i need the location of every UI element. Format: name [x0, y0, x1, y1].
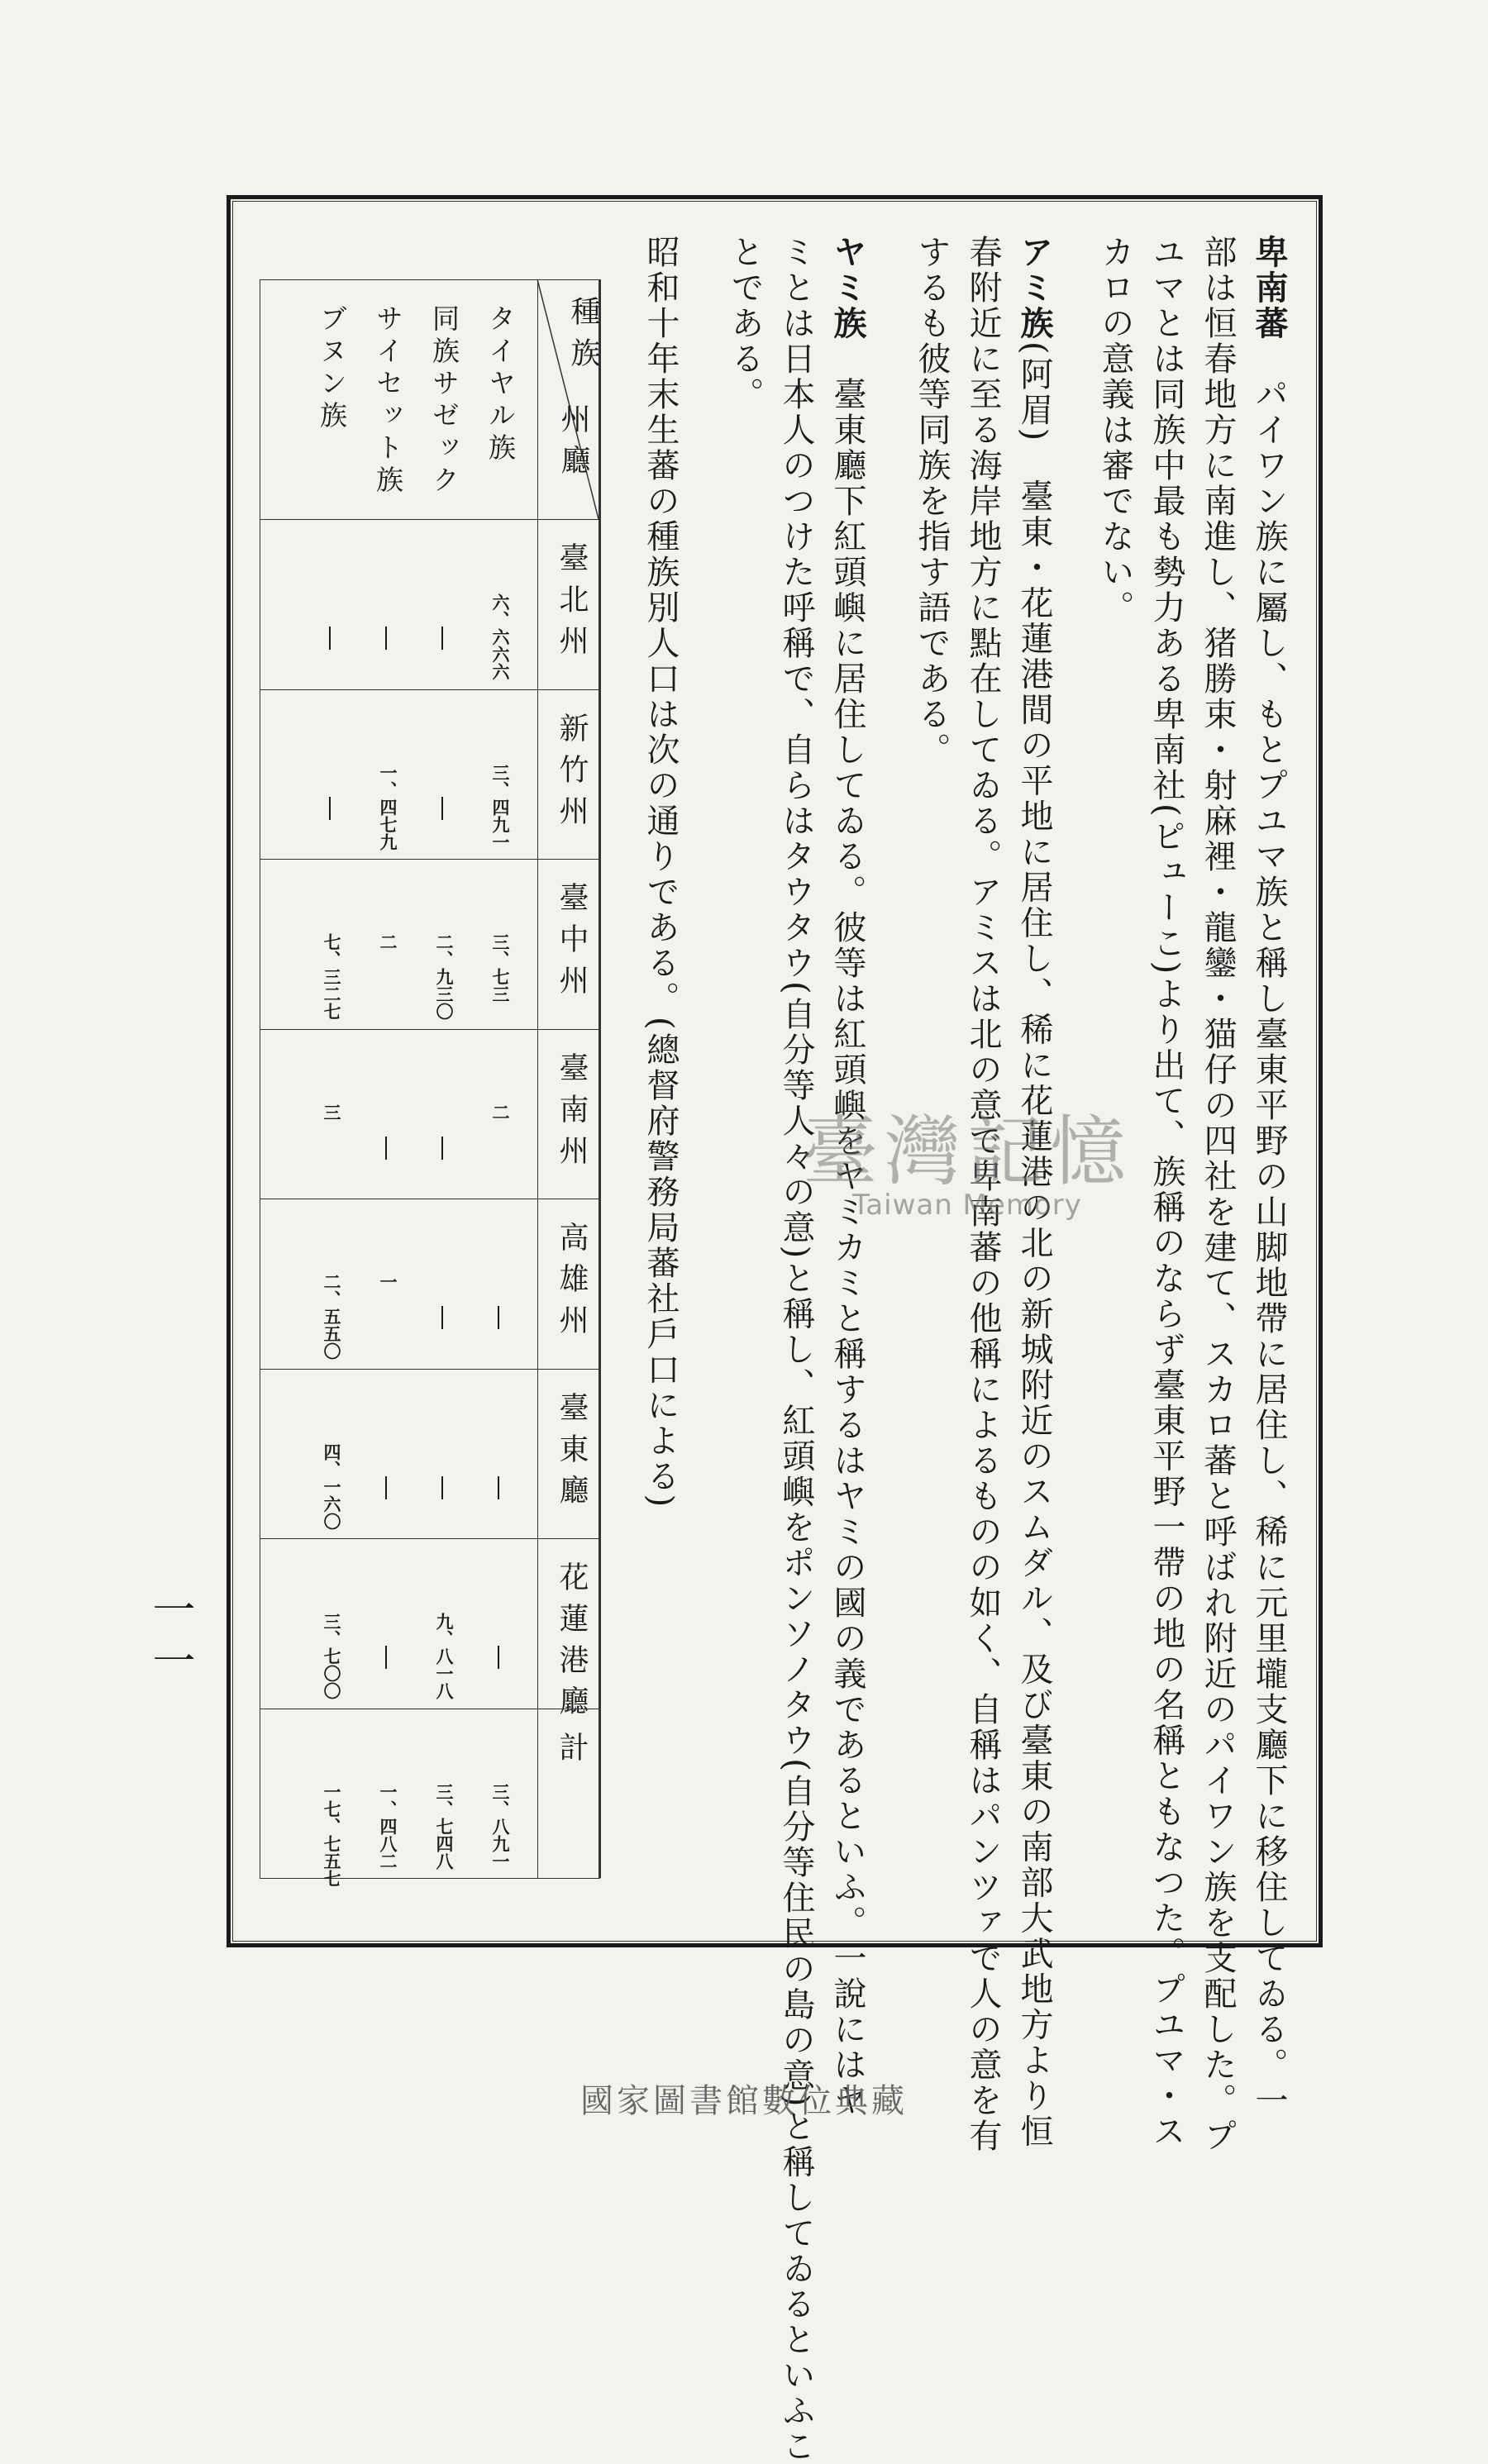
table-row-divider	[260, 1538, 600, 1539]
table-row-divider	[260, 689, 600, 690]
header-tribe: 種族	[566, 296, 600, 379]
empty-dash	[385, 1646, 387, 1669]
empty-dash	[498, 1646, 499, 1669]
column-header: 計	[555, 1731, 589, 1773]
table-row-divider	[260, 1369, 600, 1370]
table-value: 三、八九一	[490, 1782, 511, 1870]
section-head: 卑南蕃	[1250, 235, 1289, 341]
empty-dash	[441, 627, 443, 650]
table-value: 二、九三〇	[434, 933, 455, 1020]
header-region: 州廳	[556, 403, 590, 486]
table-value: 一、四七九	[378, 763, 398, 851]
population-table	[260, 279, 600, 1887]
column-header: 新竹州	[555, 712, 589, 836]
table-value: 六、六六六	[490, 593, 511, 680]
text-line: (阿眉) 臺東・花蓮港間の平地に居住し、稀に花蓮港の北の新城附近のスムダル、及び臺東の南部大武地方より恒	[1015, 341, 1053, 2150]
text-line: パイワン族に屬し、もとプユマ族と稱し臺東平野の山脚地帶に居住し、稀に元里壠支廳下に移住してゐる。一	[1250, 341, 1288, 2118]
empty-dash	[441, 1137, 443, 1160]
table-value: 一	[378, 1273, 398, 1290]
text-line: 臺東廳下紅頭嶼に居住してゐる。彼等は紅頭嶼をヤミカミと稱するはヤミの國の義であるといふ。一說にはヤ	[828, 341, 866, 2118]
watermark-text: 臺灣記憶	[801, 1108, 1133, 1196]
row-label: 同族サゼック	[428, 304, 460, 498]
table-value: 二	[378, 933, 398, 951]
empty-dash	[385, 1476, 387, 1499]
table-border	[260, 1878, 600, 1879]
column-header: 臺北州	[555, 542, 589, 666]
text-column	[1248, 235, 1290, 2118]
column-header: 高雄州	[555, 1222, 589, 1346]
empty-dash	[385, 1137, 387, 1160]
table-value: 一七、七五七	[322, 1782, 342, 1887]
watermark-subtitle: Taiwan Memory	[852, 1189, 1082, 1222]
row-label: ブヌン族	[316, 304, 348, 433]
text-column: 昭和十年末生蕃の種族別人口は次の通りである。(總督府警務局蕃社戶口による)	[641, 235, 680, 1510]
table-value: 二、五五〇	[322, 1273, 342, 1360]
column-header: 花蓮港廳	[555, 1561, 589, 1727]
section-head: ヤミ族	[828, 235, 867, 341]
table-value: 三、七三	[490, 933, 511, 1003]
table-row-divider	[260, 519, 600, 520]
empty-dash	[441, 797, 443, 820]
table-value: 三、四九一	[490, 763, 511, 851]
table-value: 二	[490, 1103, 511, 1121]
text-column: するも彼等同族を指す語である。	[913, 235, 951, 768]
empty-dash	[385, 627, 387, 650]
table-value: 三	[322, 1103, 342, 1121]
empty-dash	[441, 1306, 443, 1329]
page-number: 一一	[145, 1587, 194, 1690]
table-row-divider	[260, 1029, 600, 1030]
empty-dash	[498, 1476, 499, 1499]
empty-dash	[441, 1476, 443, 1499]
section-head: アミ族	[1015, 235, 1054, 341]
text-column: とである。	[726, 235, 764, 412]
footer-credit: 國家圖書館數位典藏	[580, 2082, 908, 2120]
table-value: 九、八一八	[434, 1613, 455, 1699]
row-label: タイヤル族	[484, 304, 517, 465]
table-value: 三、七四八	[434, 1782, 455, 1870]
table-value: 四、一六〇	[322, 1442, 342, 1530]
empty-dash	[329, 797, 331, 820]
column-header: 臺東廳	[555, 1391, 589, 1516]
text-column: 春附近に至る海岸地方に點在してゐる。アミスは北の意で卑南蕃の他稱によるものの如く、自稱はパンツァで人の意を有	[964, 235, 1002, 2154]
column-header: 臺中州	[555, 882, 589, 1006]
watermark	[744, 1091, 1190, 1222]
table-row-divider	[260, 859, 600, 860]
table-value: 一、四八二	[378, 1782, 398, 1870]
table-value: 七、三二七	[322, 933, 342, 1020]
text-column: ユマとは同族中最も勢力ある卑南社(ピューこ)より出て、族稱のならず臺東平野一帶の地の名稱ともなつた。プユマ・ス	[1147, 235, 1185, 2150]
empty-dash	[329, 627, 331, 650]
table-value: 三、七〇〇	[322, 1613, 342, 1699]
text-column: 部は恒春地方に南進し、猪勝束・射麻裡・龍鑾・猫仔の四社を建て、スカロ蕃と呼ばれ附近のパイワン族を支配した。プ	[1199, 235, 1237, 2154]
text-column: ミとは日本人のつけた呼稱で、自らはタウタウ(自分等人々の意)と稱し、紅頭嶼をポンソノタウ(自分等住民の島の意)と稱してゐるといふこ	[777, 235, 815, 2464]
column-header: 臺南州	[555, 1051, 589, 1176]
text-column: カロの意義は審でない。	[1096, 235, 1134, 626]
row-label: サイセット族	[372, 304, 404, 498]
empty-dash	[498, 1306, 499, 1329]
